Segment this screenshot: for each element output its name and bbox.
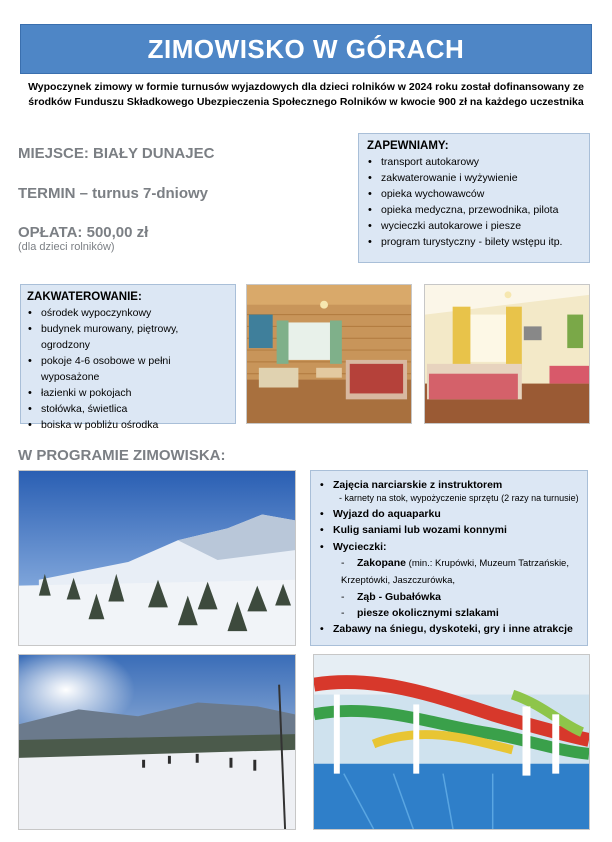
list-item: • ośrodek wypoczynkowy — [27, 305, 229, 321]
list-item: • pokoje 4-6 osobowe w pełni wyposażone — [27, 353, 229, 385]
subtitle-line-1: Wypoczynek zimowy w formie turnusów wyjazdowych dla dzieci rolników w 2024 roku został dofinansowany ze — [28, 81, 584, 93]
program-trips: • Wycieczki: — [319, 539, 579, 556]
program-games: • Zabawy na śniegu, dyskoteki, gry i inne atrakcje — [319, 621, 579, 638]
aquapark-photo — [313, 654, 590, 830]
list-item: • stołówka, świetlica — [27, 401, 229, 417]
place-text: MIEJSCE: BIAŁY DUNAJEC — [18, 145, 215, 162]
program-trip-zakopane-cont — [319, 572, 579, 589]
program-trip-hikes — [319, 605, 579, 621]
list-item: • opieka wychowawców — [367, 186, 581, 202]
term-text: TERMIN – turnus 7-dniowy — [18, 185, 209, 202]
zakopane-detail: (min.: Krupówki, Muzeum Tatrzańskie, — [406, 558, 569, 569]
page-title: ZIMOWISKO W GÓRACH — [147, 33, 465, 64]
zakopane-label: Zakopane — [357, 557, 407, 569]
program-heading: W PROGRAMIE ZIMOWISKA: — [18, 447, 226, 464]
mountain-photo — [18, 470, 296, 646]
subtitle-line-2: środków Funduszu Składkowego Ubezpieczenia Społecznego Rolników w kwocie 900 zł na każdego uczestnika — [28, 96, 584, 108]
program-trip-zab — [319, 589, 579, 605]
hikes-label: piesze okolicznymi szlakami — [357, 607, 499, 619]
list-item: • wycieczki autokarowe i piesze — [367, 218, 581, 234]
fee-note: (dla dzieci rolników) — [18, 241, 115, 253]
list-item: • program turystyczny - bilety wstępu itp. — [367, 234, 581, 250]
program-kulig: • Kulig saniami lub wozami konnymi — [319, 522, 579, 539]
provide-list — [367, 154, 581, 250]
program-aquapark: • Wyjazd do aquaparku — [319, 506, 579, 523]
program-trip-zakopane — [319, 555, 579, 572]
list-item: • boiska w pobliżu ośrodka — [27, 417, 229, 433]
list-item: • zakwaterowanie i wyżywienie — [367, 170, 581, 186]
program-ski-note: - karnety na stok, wypożyczenie sprzętu (2 razy na turnusie) — [339, 492, 579, 503]
program-ski: • Zajęcia narciarskie z instruktorem — [319, 477, 579, 494]
zakopane-detail-2: Krzeptówki, Jaszczurówka, — [341, 575, 456, 586]
provide-box — [358, 133, 590, 263]
zab-label: Ząb - Gubałówka — [357, 591, 442, 603]
fee-text: OPŁATA: 500,00 zł — [18, 224, 149, 241]
room-photo-bright — [424, 284, 590, 424]
list-item: • transport autokarowy — [367, 154, 581, 170]
room-photo-wood — [246, 284, 412, 424]
list-item: • budynek murowany, piętrowy, ogrodzony — [27, 321, 229, 353]
subtitle — [20, 80, 592, 110]
accommodation-box — [20, 284, 236, 431]
program-box — [310, 470, 588, 646]
list-item: • łazienki w pokojach — [27, 385, 229, 401]
list-item: • opieka medyczna, przewodnika, pilota — [367, 202, 581, 218]
ski-slope-photo — [18, 654, 296, 830]
accommodation-list — [27, 305, 229, 433]
provide-heading: ZAPEWNIAMY: — [367, 140, 449, 152]
title-banner — [20, 24, 592, 74]
accommodation-heading: ZAKWATEROWANIE: — [27, 291, 142, 303]
